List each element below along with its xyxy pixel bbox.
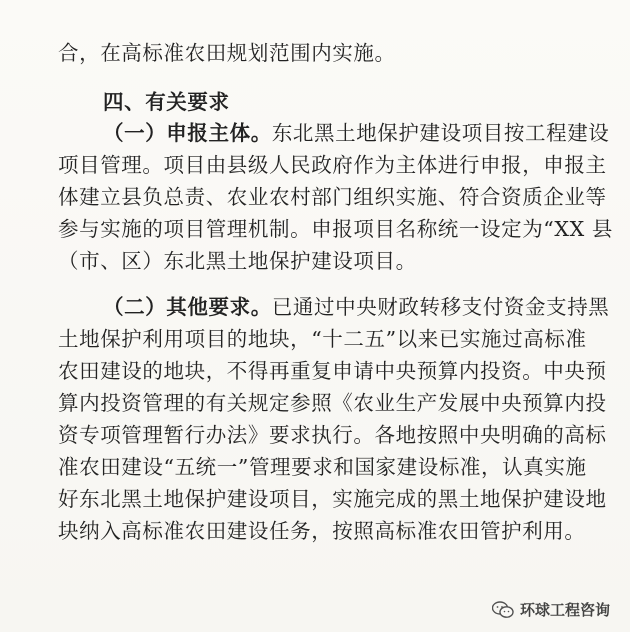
paragraph-2-line-6: 准农田建设“五统一”管理要求和国家建设标准，认真实施 [58, 455, 587, 479]
paragraph-1-line-3: 体建立县负总责、农业农村部门组织实施、符合资质企业等 [58, 185, 607, 209]
paragraph-2-line-2: 土地保护利用项目的地块，“十二五”以来已实施过高标准 [58, 327, 587, 351]
paragraph-1-line-4: 参与实施的项目管理机制。申报项目名称统一设定为“XX 县 [58, 217, 613, 241]
watermark-text: 环球工程咨询 [519, 601, 610, 619]
paragraph-2-line-4: 算内投资管理的有关规定参照《农业生产发展中央预算内投 [58, 391, 607, 415]
paragraph-2-line-1-text: 已通过中央财政转移支付资金支持黑 [271, 295, 610, 319]
paragraph-1-line-5: （市、区）东北黑土地保护建设项目。 [58, 249, 417, 273]
paragraph-2-label: （二）其他要求。 [103, 295, 272, 319]
paragraph-1-line-1-text: 东北黑土地保护建设项目按工程建设 [271, 121, 610, 145]
paragraph-line-prev: 合，在高标准农田规划范围内实施。 [58, 41, 396, 65]
paragraph-1-line-1 [103, 118, 610, 148]
wechat-icon [492, 601, 514, 619]
watermark [492, 599, 610, 620]
section-heading: 四、有关要求 [103, 90, 230, 114]
paragraph-1-label: （一）申报主体。 [103, 121, 272, 145]
paragraph-1-line-2: 项目管理。项目由县级人民政府作为主体进行申报，申报主 [58, 153, 607, 177]
paragraph-2-line-8: 块纳入高标准农田建设任务，按照高标准农田管护利用。 [58, 519, 586, 543]
paragraph-2-line-3: 农田建设的地块，不得再重复申请中央预算内投资。中央预 [58, 359, 607, 383]
paragraph-2-line-7: 好东北黑土地保护建设项目，实施完成的黑土地保护建设地 [58, 487, 607, 511]
paragraph-2-line-5: 资专项管理暂行办法》要求执行。各地按照中央明确的高标 [58, 423, 607, 447]
paragraph-2-line-1 [103, 292, 610, 322]
